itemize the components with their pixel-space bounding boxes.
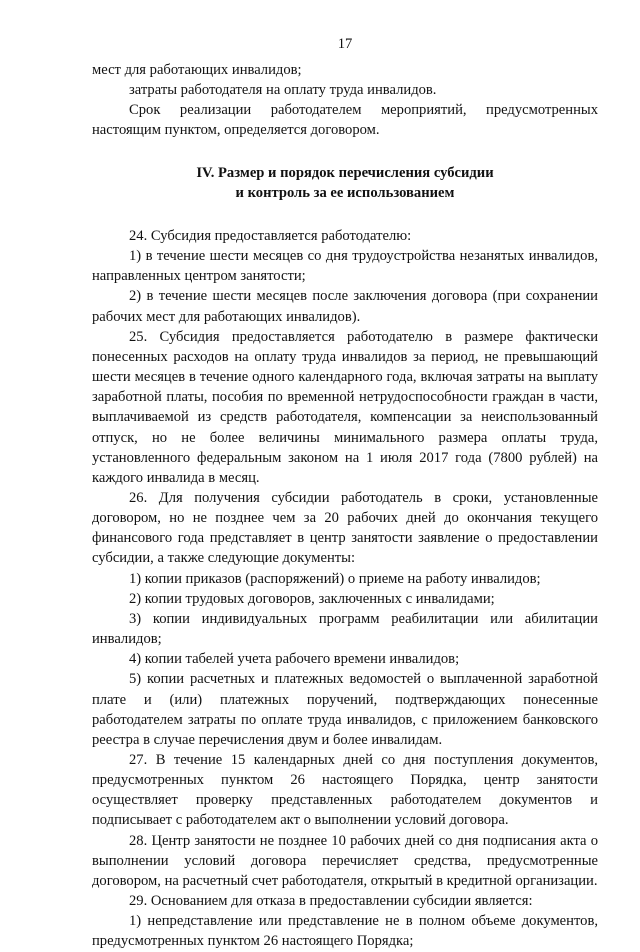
paragraph: 4) копии табелей учета рабочего времени инвалидов; (129, 651, 460, 668)
page-number: 17 (337, 36, 353, 52)
paragraph: 1) в течение шести месяцев со дня трудоустройства незанятых инвалидов, направленных центром занятости; (92, 248, 598, 285)
paragraph: 3) копии индивидуальных программ реабилитации или абилитации инвалидов; (92, 610, 598, 648)
section-heading-line: и контроль за ее использованием (235, 184, 455, 201)
paragraph: 28. Центр занятости не позднее 10 рабочих дней со дня подписания акта о выполнении условий договора перечисляет средства, предусмотренные договором, на расчетный счет работодателя, открытый в кредитной организации. (92, 832, 598, 889)
paragraph: 1) непредставление или представление не в полном объеме документов, предусмотренных пунктом 26 настоящего Порядка; (92, 913, 598, 950)
paragraph: 2) в течение шести месяцев после заключения договора (при сохранении рабочих мест для работающих инвалидов). (92, 288, 598, 325)
paragraph: 29. Основанием для отказа в предоставлении субсидии является: (129, 893, 533, 910)
paragraph: 27. В течение 15 календарных дней со дня поступления документов, предусмотренных пунктом 26 настоящего Порядка, центр занятости осуществляет проверку представленных работодателем документов и подписывает с работодателем акт о выполнении условий договора. (92, 752, 598, 829)
paragraph: 2) копии трудовых договоров, заключенных с инвалидами; (129, 590, 495, 607)
paragraph: 5) копии расчетных и платежных ведомостей о выплаченной заработной плате и (или) платежных поручений, подтверждающих понесенные работодателем затраты по оплате труда инвалидов, с приложением банковского реестра в случае перечисления двум и более инвалидам. (92, 671, 598, 748)
paragraph: 25. Субсидия предоставляется работодателю в размере фактически понесенных расходов на оплату труда инвалидов за период, не превышающий шести месяцев в течение одного календарного года, включая затраты на выплату заработной платы, пособия по временной нетрудоспособности граждан в части, выплачиваемой из средств работодателя, компенсации за неиспользованный отпуск, но не более величины минимального размера оплаты труда, установленного федеральным законом на 1 июля 2017 года (7800 рублей) на каждого инвалида в месяц. (92, 328, 598, 486)
section-heading-line: IV. Размер и порядок перечисления субсидии (196, 164, 494, 181)
paragraph: затраты работодателя на оплату труда инвалидов. (129, 82, 437, 99)
document-page (92, 36, 598, 952)
paragraph: 1) копии приказов (распоряжений) о приеме на работу инвалидов; (129, 570, 541, 587)
paragraph: 26. Для получения субсидии работодатель в сроки, установленные договором, но не позднее чем за 20 рабочих дней до окончания текущего финансового года представляет в центр занятости заявление о предоставлении субсидии, а также следующие документы: (92, 489, 598, 567)
paragraph: Срок реализации работодателем мероприятий, предусмотренных настоящим пунктом, определяется договором. (92, 102, 598, 139)
paragraph: мест для работающих инвалидов; (92, 62, 302, 78)
paragraph: 24. Субсидия предоставляется работодателю: (129, 227, 412, 244)
section-heading (92, 163, 598, 203)
